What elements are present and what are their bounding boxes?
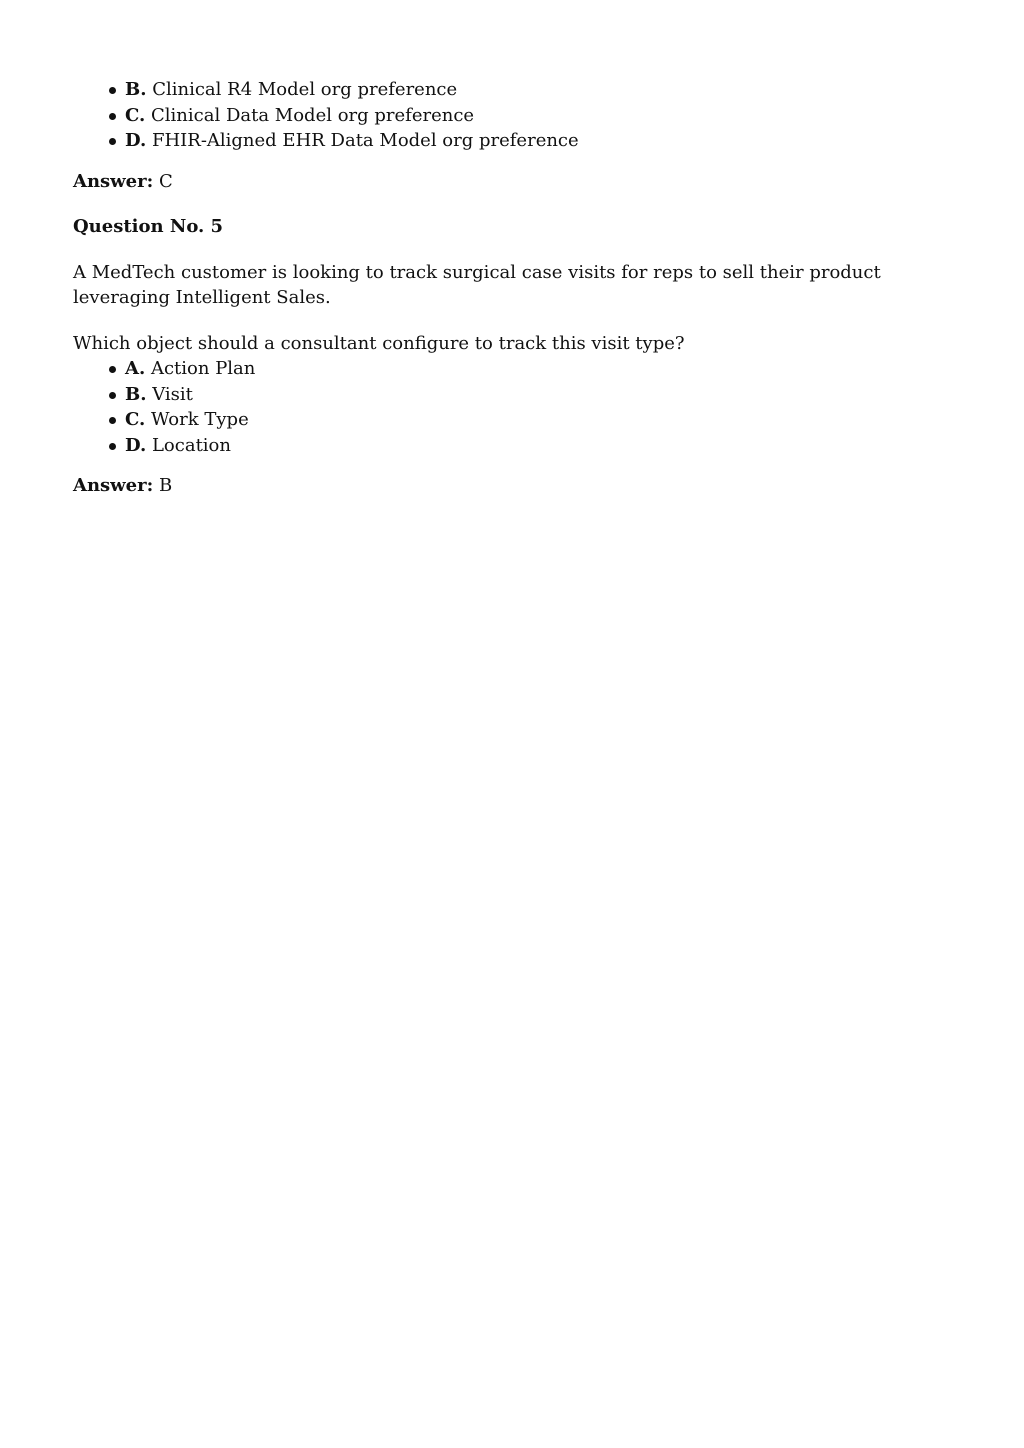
option-item: [125, 77, 953, 103]
answer-label: Answer:: [73, 475, 154, 496]
question-answer: [73, 473, 953, 499]
answer-value: C: [159, 170, 173, 192]
option-item: [125, 128, 953, 154]
question-title: Question No. 5: [73, 216, 224, 237]
option-text: Visit: [152, 383, 193, 405]
answer-label: Answer:: [73, 170, 154, 192]
option-letter: C.: [125, 409, 146, 430]
option-letter: D.: [125, 130, 147, 151]
option-text: Location: [151, 434, 231, 456]
question-body: A MedTech customer is looking to track surgical case visits for reps to sell their product leveraging Intelligent Sales.: [73, 261, 881, 308]
prev-answer: [73, 169, 953, 195]
option-item: [125, 356, 953, 382]
question-options: [73, 356, 953, 458]
question-prompt: Which object should a consultant configure to track this visit type?: [73, 332, 685, 354]
answer-value: B: [159, 475, 173, 496]
document-page: [73, 77, 953, 499]
option-item: [125, 407, 953, 433]
option-letter: A.: [125, 358, 146, 379]
option-text: FHIR-Aligned EHR Data Model org preference: [151, 130, 579, 151]
option-text: Clinical R4 Model org preference: [152, 79, 458, 100]
prev-question-options: [73, 77, 953, 154]
option-text: Clinical Data Model org preference: [151, 104, 475, 126]
option-text: Work Type: [151, 409, 249, 430]
option-letter: D.: [125, 434, 147, 456]
option-letter: C.: [125, 104, 146, 126]
option-item: [125, 382, 953, 408]
option-item: [125, 103, 953, 129]
option-letter: B.: [125, 383, 147, 405]
option-letter: B.: [125, 79, 147, 100]
option-text: Action Plan: [150, 358, 256, 379]
option-item: [125, 433, 953, 459]
